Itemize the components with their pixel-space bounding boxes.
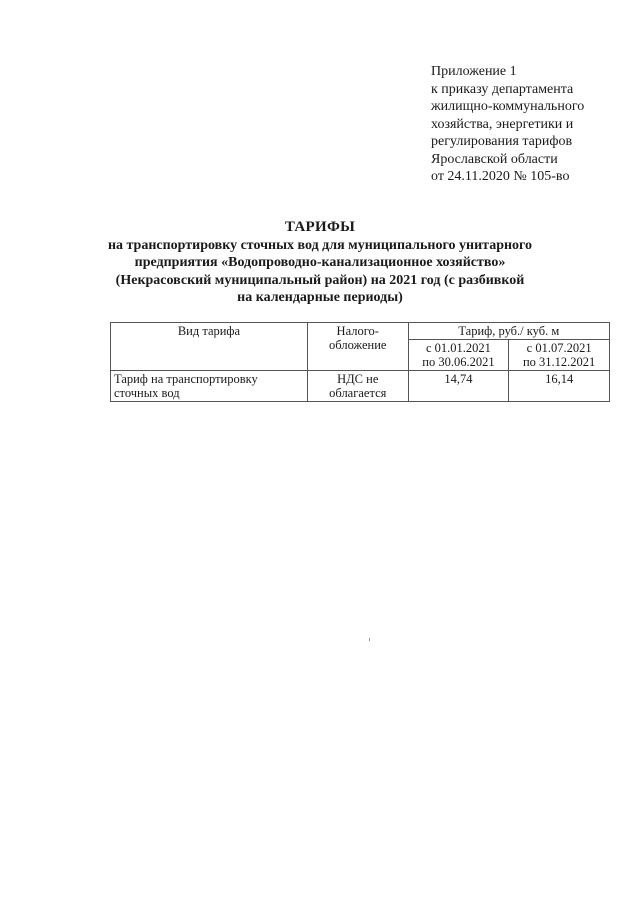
cell-tax: НДС не облагается — [307, 371, 408, 402]
cell-type: Тариф на транспортировку сточных вод — [111, 371, 308, 402]
appendix-line: Приложение 1 — [431, 64, 517, 79]
title-line: предприятия «Водопроводно-канализационное хозяйство» — [134, 255, 506, 270]
appendix-block — [431, 63, 631, 186]
appendix-line: регулирования тарифов — [431, 134, 573, 149]
table-row — [111, 371, 610, 402]
tariff-table — [110, 322, 610, 402]
scan-speck — [369, 638, 370, 641]
title-line: на транспортировку сточных вод для муниципального унитарного — [107, 237, 533, 253]
header-period-1: с 01.01.2021 по 30.06.2021 — [408, 340, 509, 371]
cell-period-1: 14,74 — [408, 371, 509, 402]
header-tariff: Тариф, руб./ куб. м — [408, 323, 609, 340]
appendix-line: от 24.11.2020 № 105-во — [431, 169, 570, 184]
title-line: (Некрасовский муниципальный район) на 2021 год (с разбивкой — [115, 272, 525, 288]
document-title — [100, 219, 540, 307]
appendix-line: жилищно-коммунального — [431, 99, 585, 114]
header-type: Вид тарифа — [111, 323, 308, 371]
title-line: на календарные периоды) — [237, 290, 403, 305]
appendix-line: к приказу департамента — [431, 81, 574, 97]
header-tax: Налого- обложение — [307, 323, 408, 371]
header-period-2: с 01.07.2021 по 31.12.2021 — [509, 340, 610, 371]
appendix-line: хозяйства, энергетики и — [431, 116, 574, 132]
appendix-line: Ярославской области — [431, 151, 558, 167]
table-header-row — [111, 323, 610, 340]
cell-period-2: 16,14 — [509, 371, 610, 402]
page-title: ТАРИФЫ — [284, 219, 356, 235]
